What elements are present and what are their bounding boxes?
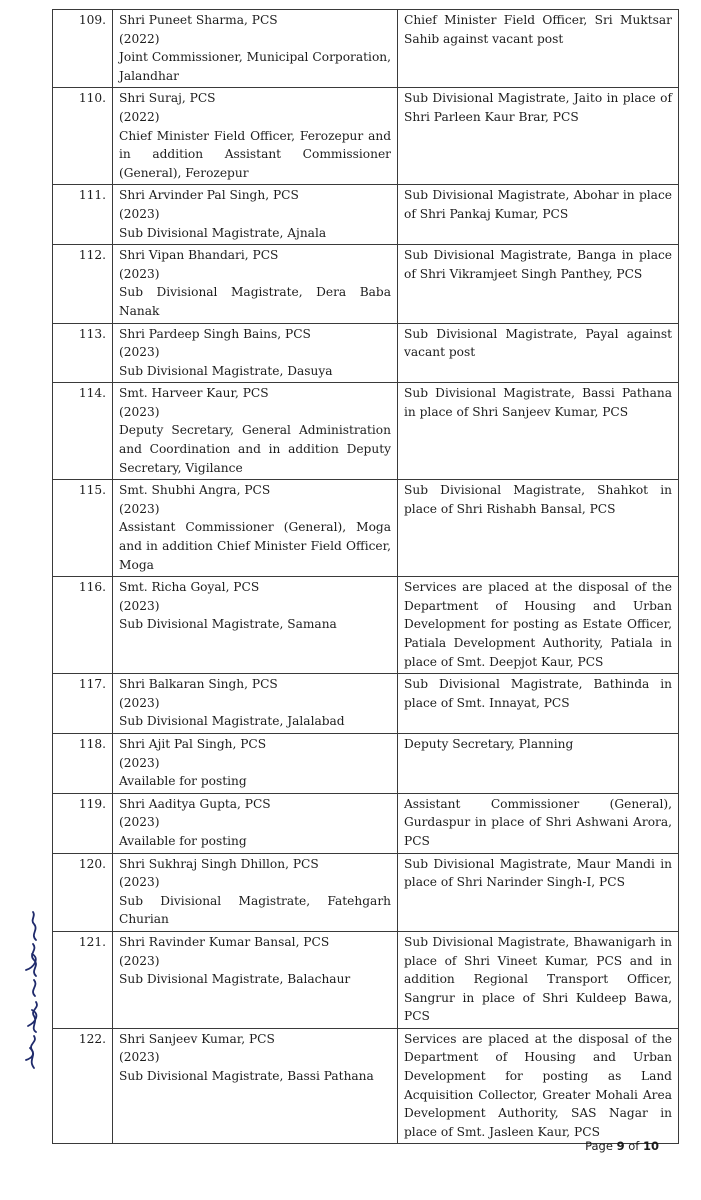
new-posting: Chief Minister Field Officer, Sri Muktsar Sahib against vacant post xyxy=(398,10,679,88)
new-posting: Sub Divisional Magistrate, Payal against vacant post xyxy=(398,323,679,383)
officer-name: Smt. Richa Goyal, PCS xyxy=(119,580,260,595)
new-posting: Sub Divisional Magistrate, Bassi Pathana in place of Shri Sanjeev Kumar, PCS xyxy=(398,383,679,480)
serial-number: 114. xyxy=(53,383,113,480)
current-posting: Deputy Secretary, General Administration and Coordination and in addition Deputy Secretary, Vigilance xyxy=(119,423,391,475)
new-posting: Services are placed at the disposal of the Department of Housing and Urban Development for posting as Estate Officer, Patiala Development Authority, Patiala in place of Smt. Deepjot Kaur, PCS xyxy=(398,577,679,674)
officer-name: Shri Sukhraj Singh Dhillon, PCS xyxy=(119,856,319,871)
officer-name: Shri Puneet Sharma, PCS xyxy=(119,13,278,27)
serial-number: 118. xyxy=(53,733,113,793)
officer-cell xyxy=(113,931,398,1028)
current-posting: Chief Minister Field Officer, Ferozepur and in addition Assistant Commissioner (General), Ferozepur xyxy=(119,128,391,180)
new-posting: Sub Divisional Magistrate, Abohar in place of Shri Pankaj Kumar, PCS xyxy=(398,185,679,245)
officer-batch: (2023) xyxy=(119,501,160,516)
officer-batch: (2023) xyxy=(119,404,160,419)
table-row xyxy=(53,931,679,1028)
handwritten-signature xyxy=(6,910,46,1070)
officer-cell xyxy=(113,88,398,185)
officer-batch: (2023) xyxy=(119,875,160,890)
serial-number: 121. xyxy=(53,931,113,1028)
officer-cell xyxy=(113,480,398,577)
new-posting: Sub Divisional Magistrate, Bhawanigarh in place of Shri Vineet Kumar, PCS and in addition Regional Transport Officer, Sangrur in place of Shri Kuldeep Bawa, PCS xyxy=(398,931,679,1028)
current-posting: Sub Divisional Magistrate, Dasuya xyxy=(119,363,333,378)
officer-batch: (2023) xyxy=(119,1050,160,1065)
officer-name: Shri Suraj, PCS xyxy=(119,91,216,106)
officer-cell xyxy=(113,853,398,931)
current-posting: Joint Commissioner, Municipal Corporation, Jalandhar xyxy=(119,50,391,83)
officer-batch: (2023) xyxy=(119,598,160,613)
page-footer xyxy=(585,1139,659,1153)
current-posting: Available for posting xyxy=(119,774,247,789)
officer-cell xyxy=(113,383,398,480)
officer-cell xyxy=(113,1028,398,1144)
new-posting: Assistant Commissioner (General), Gurdaspur in place of Shri Ashwani Arora, PCS xyxy=(398,793,679,853)
serial-number: 116. xyxy=(53,577,113,674)
table-row xyxy=(53,733,679,793)
officer-batch: (2022) xyxy=(119,109,160,124)
current-posting: Sub Divisional Magistrate, Dera Baba Nanak xyxy=(119,285,391,318)
officer-name: Shri Ajit Pal Singh, PCS xyxy=(119,736,267,751)
new-posting: Deputy Secretary, Planning xyxy=(398,733,679,793)
officer-name: Smt. Harveer Kaur, PCS xyxy=(119,386,269,401)
new-posting: Sub Divisional Magistrate, Shahkot in place of Shri Rishabh Bansal, PCS xyxy=(398,480,679,577)
table-row xyxy=(53,10,679,88)
table-row xyxy=(53,577,679,674)
officer-batch: (2023) xyxy=(119,755,160,770)
new-posting: Sub Divisional Magistrate, Banga in place of Shri Vikramjeet Singh Panthey, PCS xyxy=(398,245,679,323)
current-posting: Sub Divisional Magistrate, Jalalabad xyxy=(119,714,345,729)
officer-cell xyxy=(113,674,398,734)
table-row xyxy=(53,853,679,931)
current-posting: Available for posting xyxy=(119,833,247,848)
officer-batch: (2023) xyxy=(119,815,160,830)
serial-number: 119. xyxy=(53,793,113,853)
serial-number: 112. xyxy=(53,245,113,323)
serial-number: 113. xyxy=(53,323,113,383)
serial-number: 111. xyxy=(53,185,113,245)
officer-cell xyxy=(113,793,398,853)
current-posting: Sub Divisional Magistrate, Fatehgarh Churian xyxy=(119,893,391,927)
officer-batch: (2023) xyxy=(119,206,160,221)
table-body xyxy=(53,10,679,1144)
table-row xyxy=(53,480,679,577)
table-row xyxy=(53,793,679,853)
serial-number: 120. xyxy=(53,853,113,931)
serial-number: 115. xyxy=(53,480,113,577)
officer-batch: (2023) xyxy=(119,266,160,281)
serial-number: 122. xyxy=(53,1028,113,1144)
officer-cell xyxy=(113,577,398,674)
table-row xyxy=(53,323,679,383)
current-posting: Sub Divisional Magistrate, Balachaur xyxy=(119,972,351,987)
officer-name: Shri Ravinder Kumar Bansal, PCS xyxy=(119,934,330,949)
current-posting: Sub Divisional Magistrate, Samana xyxy=(119,617,337,632)
new-posting: Sub Divisional Magistrate, Bathinda in place of Smt. Innayat, PCS xyxy=(398,674,679,734)
posting-order-sheet xyxy=(52,9,679,1144)
officer-name: Shri Arvinder Pal Singh, PCS xyxy=(119,188,299,203)
page-word: Page xyxy=(585,1139,613,1153)
serial-number: 117. xyxy=(53,674,113,734)
page-of: of xyxy=(628,1139,640,1153)
serial-number: 109. xyxy=(53,10,113,88)
officer-batch: (2023) xyxy=(119,953,160,968)
page-current: 9 xyxy=(616,1139,625,1153)
officer-cell xyxy=(113,245,398,323)
new-posting: Services are placed at the disposal of the Department of Housing and Urban Development for posting as Land Acquisition Collector, Greater Mohali Area Development Authority, SAS Nagar in place of Smt. Jasleen Kaur, PCS xyxy=(398,1028,679,1144)
table-row xyxy=(53,185,679,245)
posting-table xyxy=(52,9,679,1144)
officer-name: Shri Sanjeev Kumar, PCS xyxy=(119,1031,275,1046)
serial-number: 110. xyxy=(53,88,113,185)
officer-cell xyxy=(113,733,398,793)
officer-name: Shri Balkaran Singh, PCS xyxy=(119,677,278,692)
officer-cell xyxy=(113,323,398,383)
table-row xyxy=(53,383,679,480)
officer-name: Shri Aaditya Gupta, PCS xyxy=(119,796,271,811)
officer-batch: (2023) xyxy=(119,345,160,360)
current-posting: Assistant Commissioner (General), Moga and in addition Chief Minister Field Officer, Moga xyxy=(119,520,391,572)
current-posting: Sub Divisional Magistrate, Ajnala xyxy=(119,225,327,240)
table-row xyxy=(53,674,679,734)
officer-name: Smt. Shubhi Angra, PCS xyxy=(119,483,271,498)
new-posting: Sub Divisional Magistrate, Jaito in place of Shri Parleen Kaur Brar, PCS xyxy=(398,88,679,185)
officer-cell xyxy=(113,10,398,88)
table-row xyxy=(53,1028,679,1144)
officer-batch: (2022) xyxy=(119,31,160,46)
officer-cell xyxy=(113,185,398,245)
current-posting: Sub Divisional Magistrate, Bassi Pathana xyxy=(119,1069,374,1084)
officer-batch: (2023) xyxy=(119,695,160,710)
new-posting: Sub Divisional Magistrate, Maur Mandi in place of Shri Narinder Singh-I, PCS xyxy=(398,853,679,931)
page-total: 10 xyxy=(642,1139,659,1153)
officer-name: Shri Vipan Bhandari, PCS xyxy=(119,248,279,263)
officer-name: Shri Pardeep Singh Bains, PCS xyxy=(119,326,311,341)
table-row xyxy=(53,88,679,185)
table-row xyxy=(53,245,679,323)
